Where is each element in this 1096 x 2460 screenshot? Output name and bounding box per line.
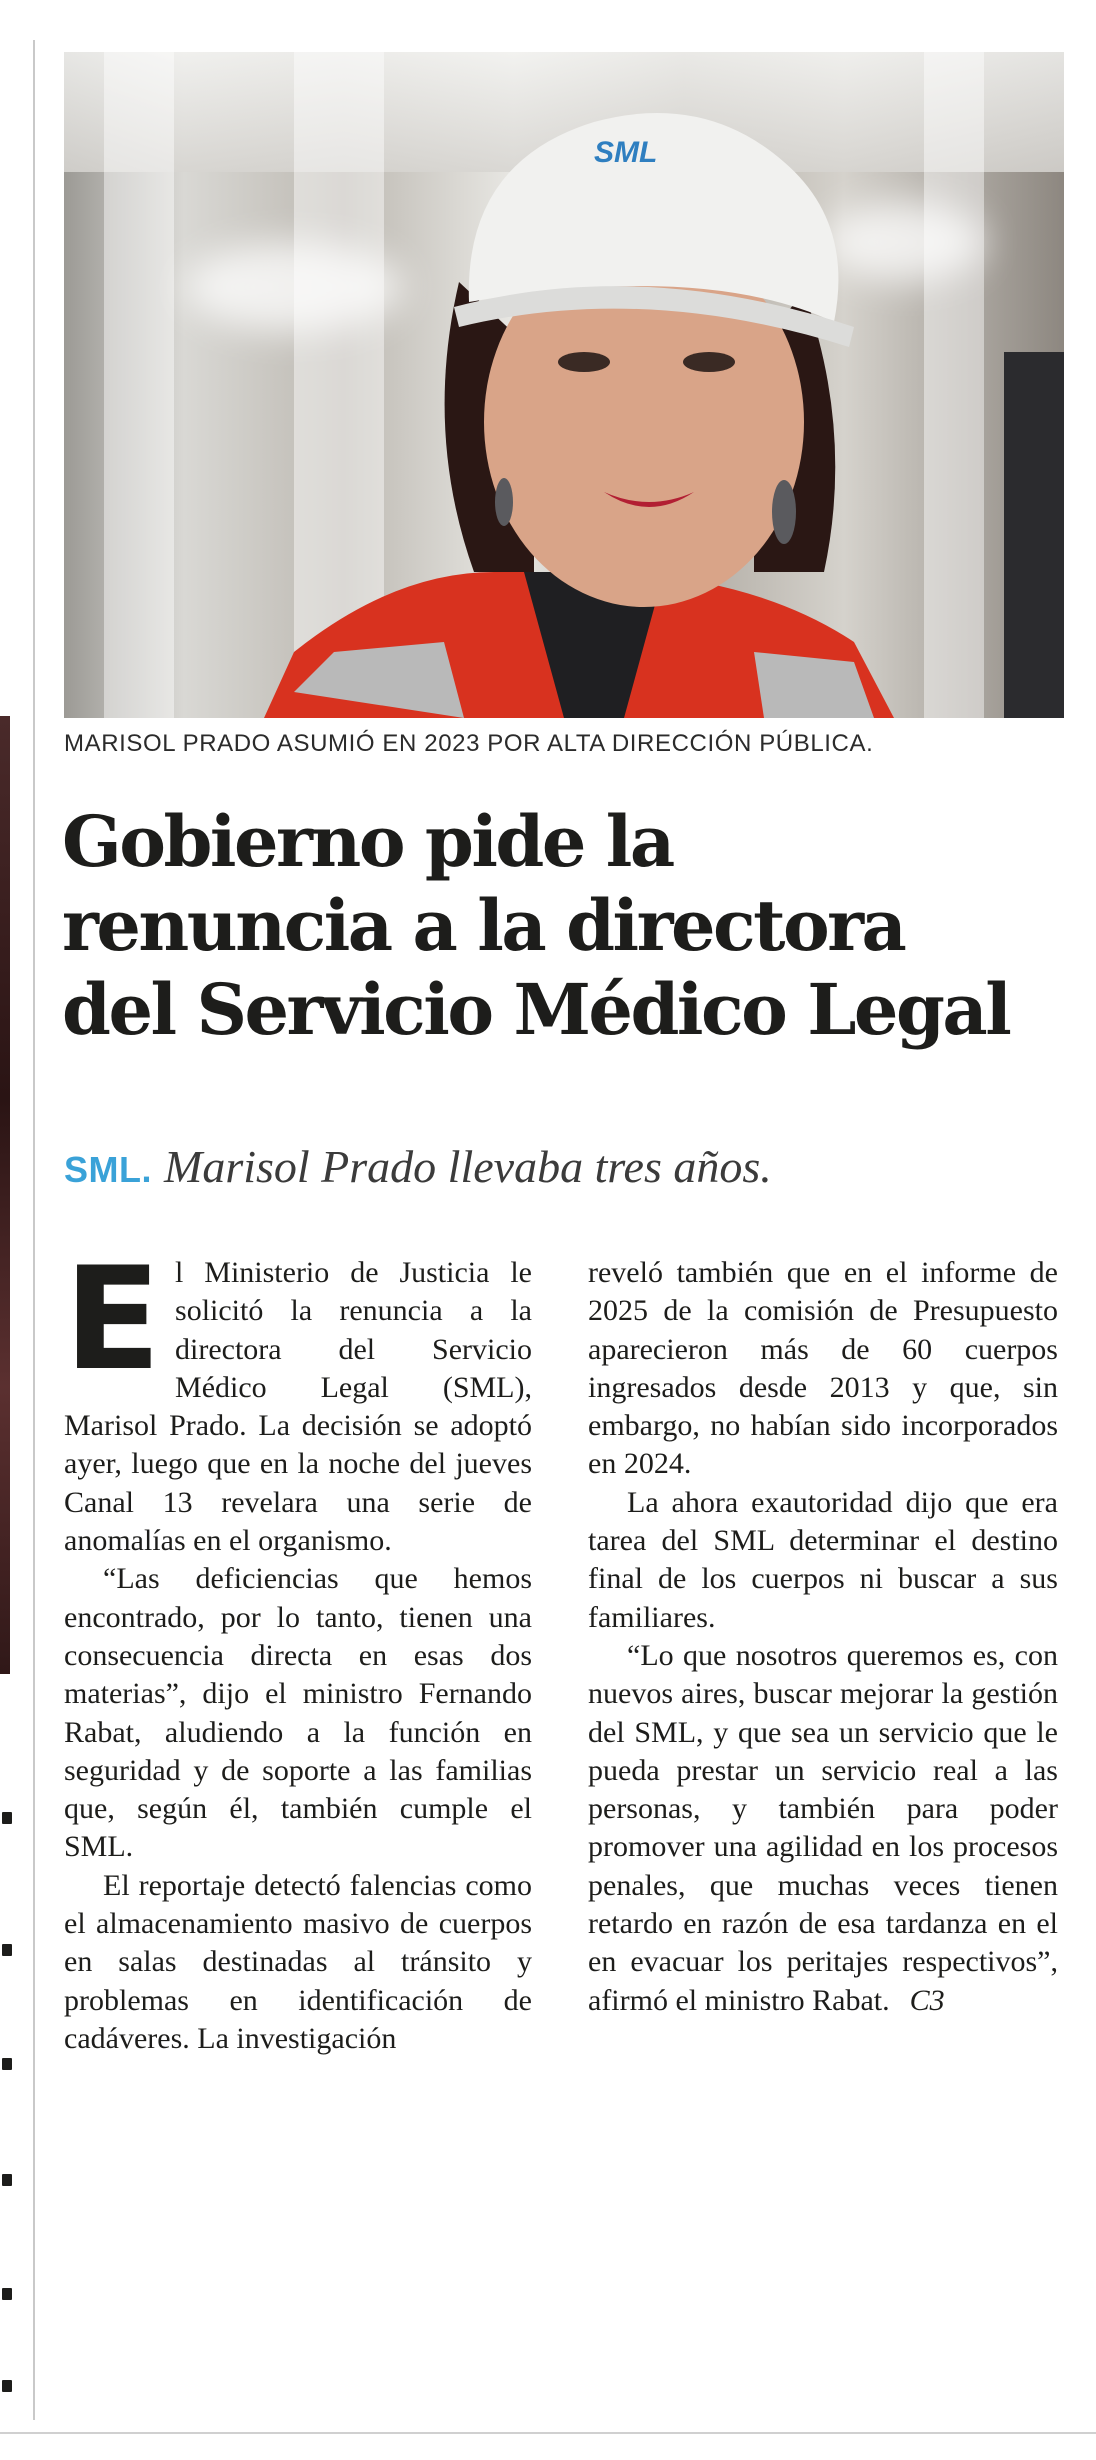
section-tag: SML. xyxy=(64,1149,152,1190)
article-paragraph xyxy=(588,1637,1058,2020)
paragraph-text: “Lo que nosotros queremos es, con nuevos aires, buscar mejorar la gestión del SML, y que sea un servicio que le pueda prestar un servicio real a las personas, y también para poder promover una agilidad en los procesos penales, que muchas veces tienen retardo en razón de esa tardanza en el en evacuar los peritajes respectivos”, afirmó el ministro Rabat. xyxy=(588,1638,1058,2017)
column-divider xyxy=(33,40,35,2420)
page-bottom-rule xyxy=(0,2432,1096,2434)
woman-in-hardhat-illustration xyxy=(64,52,1064,718)
article-headline xyxy=(62,800,1072,1052)
headline-line: del Servicio Médico Legal xyxy=(62,968,1010,1051)
headline-line: Gobierno pide la xyxy=(62,800,673,883)
article-column-1 xyxy=(64,1237,532,2058)
adjacent-column-edge xyxy=(0,0,36,2460)
article-paragraph: “Las deficiencias que hemos encontrado, por lo tanto, tienen una consecuencia directa en esas dos materias”, dijo el ministro Fernando Rabat, aludiendo a la función en seguridad y de soporte a las familias que, según él, también cumple el SML. xyxy=(64,1562,532,1864)
paragraph-text: l Ministerio de Justicia le solicitó la renuncia a la directora del Servicio Médico Legal (SML), Marisol Prado. La decisión se adoptó ayer, luego que en la noche del jueves Canal 13 revelara una serie de anomalías en el organismo. xyxy=(64,1256,532,1558)
subheadline xyxy=(64,1140,1074,1193)
article-paragraph: reveló también que en el informe de 2025 de la comisión de Presupuesto aparecieron más de 60 cuerpos ingresados desde 2013 y que, sin embargo, no habían sido incorporados en 2024. xyxy=(588,1256,1058,1481)
drop-cap: E xyxy=(64,1237,162,1402)
adjacent-text-fragment xyxy=(2,1812,12,1824)
adjacent-text-fragment xyxy=(2,2174,12,2186)
adjacent-text-fragment xyxy=(2,2058,12,2070)
adjacent-text-fragment xyxy=(2,1944,12,1956)
article-paragraph xyxy=(64,1237,532,1560)
deck-text: Marisol Prado llevaba tres años. xyxy=(164,1141,772,1192)
photo-caption: MARISOL PRADO ASUMIÓ EN 2023 POR ALTA DIRECCIÓN PÚBLICA. xyxy=(64,730,874,757)
adjacent-photo-edge xyxy=(0,716,10,1674)
headline-line: renuncia a la directora xyxy=(62,884,905,967)
adjacent-text-fragment xyxy=(2,2380,12,2392)
adjacent-text-fragment xyxy=(2,2288,12,2300)
end-mark: C3 xyxy=(909,1983,945,2017)
article-column-2 xyxy=(588,1254,1058,2020)
helmet-logo: SML xyxy=(594,136,658,169)
article-paragraph: La ahora exautoridad dijo que era tarea del SML determinar el destino final de los cuerpos ni buscar a sus familiares. xyxy=(588,1485,1058,1634)
article-photo xyxy=(64,52,1064,718)
article-paragraph: El reportaje detectó falencias como el almacenamiento masivo de cuerpos en salas destinadas al tránsito y problemas en identificación de cadáveres. La investigación xyxy=(64,1868,532,2055)
